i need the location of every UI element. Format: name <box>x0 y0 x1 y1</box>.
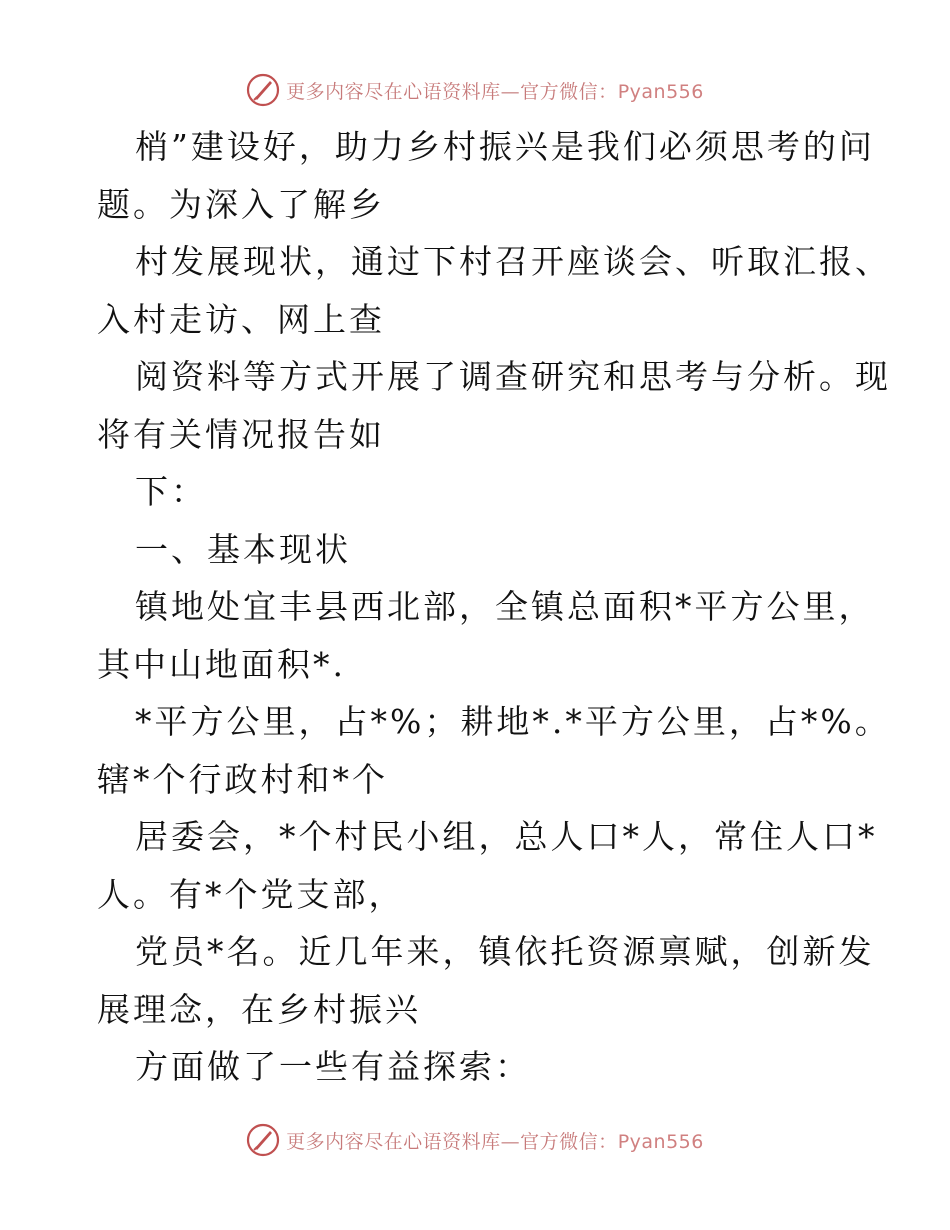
text-line: 党员*名。近几年来，镇依托资源禀赋，创新发 <box>135 932 875 971</box>
text-line: 梢”建设好，助力乡村振兴是我们必须思考的问 <box>135 127 875 166</box>
text-line: 镇地处宜丰县西北部，全镇总面积*平方公里， <box>135 587 875 626</box>
text-line: 下： <box>135 472 207 511</box>
watermark-footer <box>0 1120 950 1160</box>
quill-pen-seal-icon <box>246 1123 280 1157</box>
text-line: 方面做了一些有益探索： <box>135 1047 531 1086</box>
watermark-header <box>0 70 950 110</box>
text-line: 题。为深入了解乡 <box>97 184 385 224</box>
text-line: 其中山地面积*. <box>97 644 346 684</box>
watermark-text: 更多内容尽在心语资料库—官方微信：Pyan556 <box>286 80 704 103</box>
text-line: 村发展现状，通过下村召开座谈会、听取汇报、 <box>135 242 891 281</box>
text-line: 人。有*个党支部， <box>97 874 405 914</box>
text-line: *平方公里，占*%；耕地*.*平方公里，占*%。 <box>135 702 891 741</box>
text-line: 展理念，在乡村振兴 <box>97 989 421 1029</box>
watermark-text: 更多内容尽在心语资料库—官方微信：Pyan556 <box>286 1130 704 1153</box>
text-line: 一、基本现状 <box>135 529 351 569</box>
text-line: 居委会，*个村民小组，总人口*人，常住人口* <box>135 817 878 856</box>
text-line: 将有关情况报告如 <box>97 414 385 454</box>
text-line: 阅资料等方式开展了调查研究和思考与分析。现 <box>135 357 891 396</box>
quill-pen-seal-icon <box>246 73 280 107</box>
document-body <box>97 118 891 1096</box>
text-line: 辖*个行政村和*个 <box>97 759 388 799</box>
text-line: 入村走访、网上查 <box>97 299 385 339</box>
